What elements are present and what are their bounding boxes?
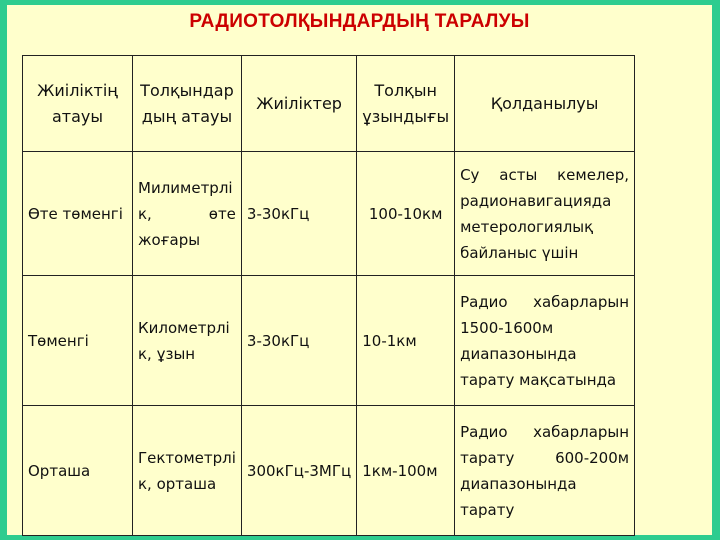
table-cell: Километрлі к, ұзын: [133, 276, 242, 406]
table-cell: 3-30кГц: [241, 276, 356, 406]
table-cell: 1км-100м: [357, 406, 455, 536]
table-cell: Гектометрлі к, орташа: [133, 406, 242, 536]
table-row: [23, 152, 635, 276]
header-cell: Жиіліктің атауы: [23, 56, 133, 152]
table-cell: Орташа: [23, 406, 133, 536]
table-cell: Төменгі: [23, 276, 133, 406]
header-cell: Жиіліктер: [241, 56, 356, 152]
table-row: [23, 276, 635, 406]
header-cell: Қолданылуы: [455, 56, 635, 152]
table-cell: 300кГц-3МГц: [241, 406, 356, 536]
table-cell: Су асты кемелер, радионавигацияда метерологиялық байланыс үшін: [455, 152, 635, 276]
page-title: РАДИОТОЛҚЫНДАРДЫҢ ТАРАЛУЫ: [189, 11, 530, 32]
table-cell: 3-30кГц: [241, 152, 356, 276]
header-cell: Толқын ұзындығы: [357, 56, 455, 152]
table-cell: 100-10км: [357, 152, 455, 276]
data-table: [22, 55, 635, 536]
table-row: [23, 406, 635, 536]
table-header-row: [23, 56, 635, 152]
table-cell: Өте төменгі: [23, 152, 133, 276]
header-cell: Толқындар дың атауы: [133, 56, 242, 152]
table-cell: Радио хабарларын тарату 600-200м диапазонында тарату: [455, 406, 635, 536]
table-cell: Милиметрлі к, өте жоғары: [133, 152, 242, 276]
table-cell: Радио хабарларын 1500-1600м диапазонында тарату мақсатында: [455, 276, 635, 406]
slide: [7, 5, 712, 535]
table-cell: 10-1км: [357, 276, 455, 406]
